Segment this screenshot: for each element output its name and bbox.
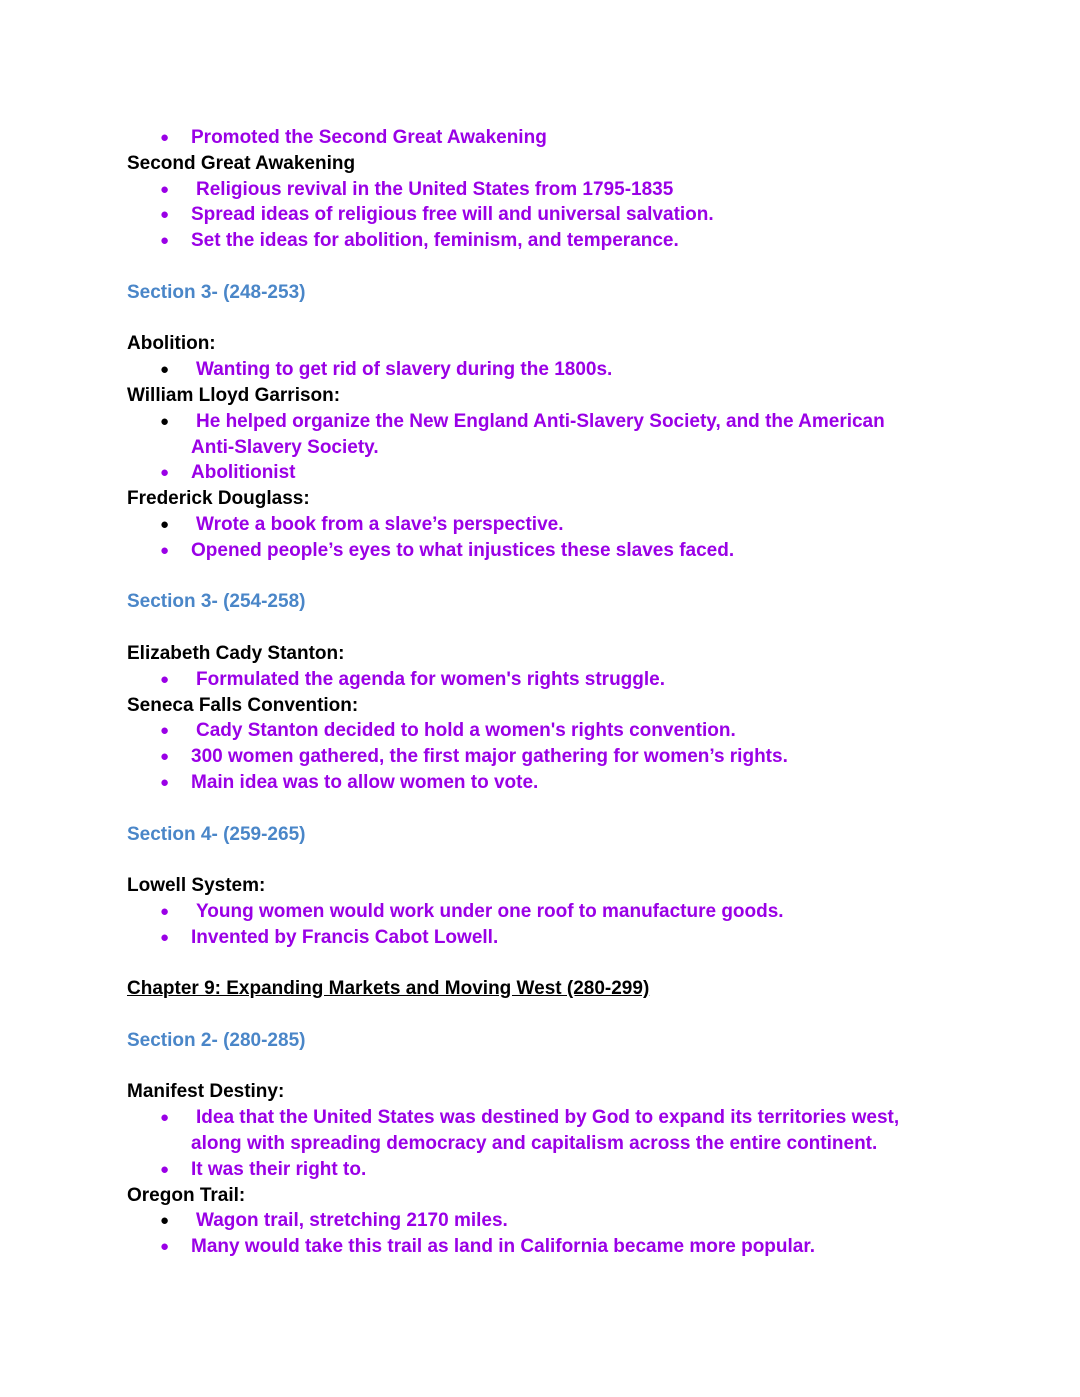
bullet-dot-icon: ● (160, 515, 170, 533)
bullet-dot-icon: ● (160, 412, 170, 430)
bullet-item (127, 718, 947, 744)
bullet-text: Set the ideas for abolition, feminism, and temperance. (191, 230, 679, 252)
bullet-dot-icon: ● (160, 773, 170, 791)
bullet-item (127, 202, 947, 228)
bullet-item (127, 744, 947, 770)
bullet-item (127, 1157, 947, 1183)
bullet-text: Formulated the agenda for women's rights struggle. (196, 668, 666, 690)
term-heading: William Lloyd Garrison: (127, 384, 341, 406)
bullet-dot-icon: ● (160, 902, 170, 920)
bullet-dot-icon: ● (160, 748, 170, 766)
bullet-text: Many would take this trail as land in California became more popular. (191, 1236, 815, 1258)
bullet-item (127, 460, 947, 486)
bullet-text-continuation: along with spreading democracy and capitalism across the entire continent. (191, 1133, 878, 1155)
bullet-item (127, 177, 947, 203)
term-heading: Abolition: (127, 333, 216, 355)
term-heading: Elizabeth Cady Stanton: (127, 642, 345, 664)
bullet-dot-icon: ● (160, 232, 170, 250)
bullet-text: Cady Stanton decided to hold a women's rights convention. (196, 720, 736, 742)
bullet-item (127, 667, 947, 693)
bullet-item (127, 770, 947, 796)
bullet-item (127, 925, 947, 951)
bullet-text: Idea that the United States was destined by God to expand its territories west, (196, 1107, 900, 1129)
section-heading: Section 4- (259-265) (127, 823, 306, 845)
section-heading: Section 2- (280-285) (127, 1029, 306, 1051)
bullet-item (127, 228, 947, 254)
bullet-dot-icon: ● (160, 1212, 170, 1230)
term-heading: Frederick Douglass: (127, 488, 310, 510)
bullet-dot-icon: ● (160, 1238, 170, 1256)
term-heading: Oregon Trail: (127, 1184, 246, 1206)
chapter-heading: Chapter 9: Expanding Markets and Moving West (280-299) (127, 978, 650, 1000)
bullet-dot-icon: ● (160, 928, 170, 946)
bullet-item (127, 125, 947, 151)
bullet-text: It was their right to. (191, 1158, 367, 1180)
bullet-text: Religious revival in the United States from 1795-1835 (196, 178, 674, 200)
document-body (127, 125, 947, 1260)
bullet-text: He helped organize the New England Anti-Slavery Society, and the American (196, 410, 885, 432)
bullet-item (127, 512, 947, 538)
term-heading: Second Great Awakening (127, 152, 356, 174)
bullet-text: Opened people’s eyes to what injustices these slaves faced. (191, 539, 735, 561)
bullet-item (127, 899, 947, 925)
bullet-item (127, 409, 947, 461)
bullet-list (127, 1208, 947, 1260)
bullet-list (127, 357, 947, 383)
bullet-text-continuation: Anti-Slavery Society. (191, 436, 379, 458)
bullet-text: Spread ideas of religious free will and universal salvation. (191, 204, 714, 226)
bullet-list (127, 409, 947, 486)
bullet-item (127, 538, 947, 564)
bullet-list (127, 177, 947, 254)
term-heading: Manifest Destiny: (127, 1081, 285, 1103)
bullet-list (127, 1105, 947, 1182)
bullet-text: Wanting to get rid of slavery during the 1800s. (196, 359, 613, 381)
section-heading: Section 3- (248-253) (127, 281, 306, 303)
bullet-dot-icon: ● (160, 1160, 170, 1178)
bullet-text: Promoted the Second Great Awakening (191, 127, 547, 148)
bullet-dot-icon: ● (160, 670, 170, 688)
bullet-dot-icon: ● (160, 180, 170, 198)
bullet-list (127, 667, 947, 693)
bullet-dot-icon: ● (160, 541, 170, 559)
bullet-text: Wrote a book from a slave’s perspective. (196, 513, 564, 535)
bullet-list (127, 125, 947, 151)
term-heading: Lowell System: (127, 875, 266, 897)
term-heading: Seneca Falls Convention: (127, 694, 359, 716)
bullet-text: Wagon trail, stretching 2170 miles. (196, 1210, 508, 1232)
bullet-list (127, 899, 947, 951)
bullet-dot-icon: ● (160, 1109, 170, 1127)
bullet-text: Young women would work under one roof to manufacture goods. (196, 900, 784, 922)
bullet-dot-icon: ● (160, 722, 170, 740)
bullet-item (127, 1105, 947, 1157)
bullet-list (127, 512, 947, 564)
bullet-dot-icon: ● (160, 361, 170, 379)
bullet-text: Abolitionist (191, 462, 296, 484)
bullet-list (127, 718, 947, 795)
bullet-dot-icon: ● (160, 464, 170, 482)
section-heading: Section 3- (254-258) (127, 591, 306, 613)
bullet-dot-icon: ● (160, 129, 170, 146)
bullet-item (127, 1208, 947, 1234)
bullet-item (127, 1234, 947, 1260)
bullet-item (127, 357, 947, 383)
bullet-text: Invented by Francis Cabot Lowell. (191, 926, 499, 948)
bullet-text: 300 women gathered, the first major gathering for women’s rights. (191, 746, 788, 768)
bullet-text: Main idea was to allow women to vote. (191, 771, 539, 793)
bullet-dot-icon: ● (160, 206, 170, 224)
